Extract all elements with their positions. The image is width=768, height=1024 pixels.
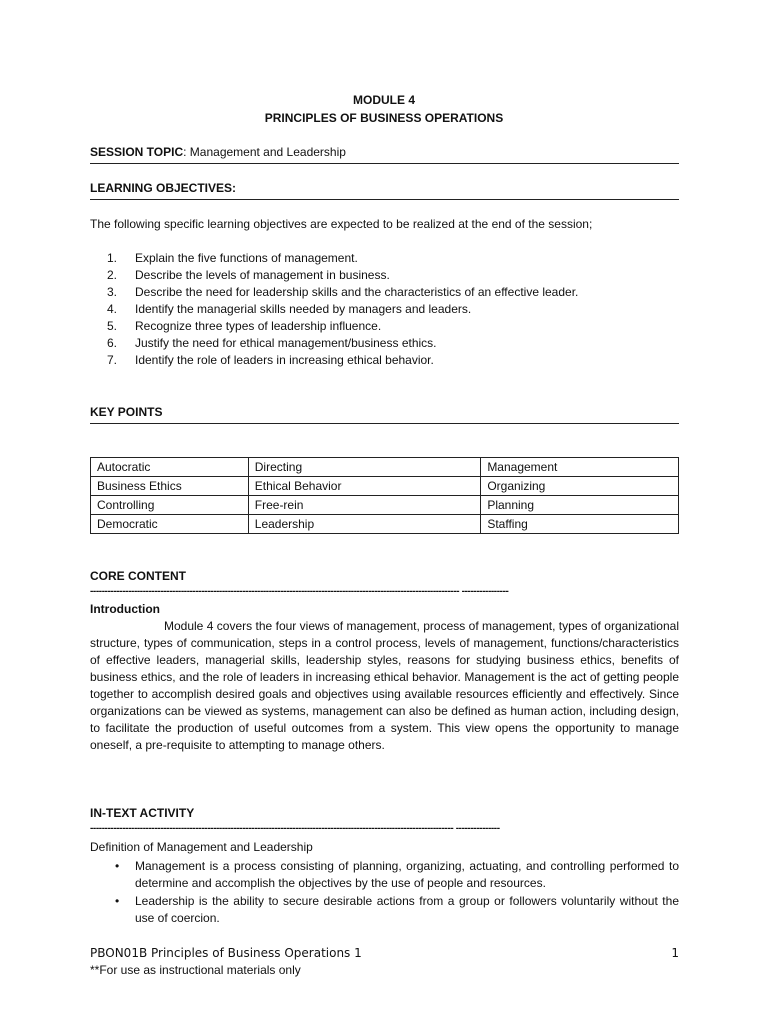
objective-item <box>107 336 687 350</box>
core-content-heading: CORE CONTENT <box>90 569 186 583</box>
objective-number: 1. <box>107 251 118 265</box>
divider-rule <box>90 163 679 164</box>
objective-text: Justify the need for ethical management/business ethics. <box>135 336 437 350</box>
bullet-text: Management is a process consisting of planning, organizing, actuating, and controlling performed to determine and accomplish the objectives by the use of people and resources. <box>135 859 679 890</box>
in-text-activity-heading: IN-TEXT ACTIVITY <box>90 806 195 820</box>
objective-number: 6. <box>107 336 118 350</box>
bullet-text: Leadership is the ability to secure desirable actions from a group or followers voluntarily without the use of coercion. <box>135 894 679 925</box>
divider-rule <box>90 423 679 424</box>
learning-objectives-heading: LEARNING OBJECTIVES: <box>90 181 237 195</box>
bullet-icon: • <box>115 859 120 873</box>
table-row <box>91 458 679 477</box>
table-cell: Business Ethics <box>91 477 249 496</box>
table-cell: Democratic <box>91 515 249 534</box>
table-cell: Management <box>481 458 679 477</box>
table-cell: Free-rein <box>248 496 481 515</box>
objective-number: 3. <box>107 285 118 299</box>
table-cell: Controlling <box>91 496 249 515</box>
objectives-intro: The following specific learning objectives are expected to be realized at the end of the session; <box>90 217 593 231</box>
list-item <box>115 893 679 927</box>
objective-text: Recognize three types of leadership influence. <box>135 319 382 333</box>
table-cell: Organizing <box>481 477 679 496</box>
bullet-icon: • <box>115 894 120 908</box>
session-topic <box>90 145 346 159</box>
objective-number: 5. <box>107 319 118 333</box>
list-item <box>115 858 679 892</box>
objective-item <box>107 251 687 265</box>
table-row <box>91 477 679 496</box>
table-cell: Staffing <box>481 515 679 534</box>
objective-text: Identify the managerial skills needed by managers and leaders. <box>135 302 472 316</box>
objective-item <box>107 268 687 282</box>
table-cell: Leadership <box>248 515 481 534</box>
table-cell: Autocratic <box>91 458 249 477</box>
objective-text: Identify the role of leaders in increasing ethical behavior. <box>135 353 434 367</box>
objective-number: 4. <box>107 302 118 316</box>
table-cell: Ethical Behavior <box>248 477 481 496</box>
key-points-table <box>90 457 679 534</box>
table-cell: Planning <box>481 496 679 515</box>
session-topic-label: SESSION TOPIC <box>90 145 184 159</box>
footer-note: **For use as instructional materials only <box>90 963 301 977</box>
objective-text: Describe the need for leadership skills and the characteristics of an effective leader. <box>135 285 579 299</box>
dashed-divider: ---------------------------------------------------------------------------------------------------------------------------- --------------- <box>90 824 500 834</box>
objective-text: Describe the levels of management in business. <box>135 268 390 282</box>
introduction-paragraph: Module 4 covers the four views of management, process of management, types of organizational structure, types of communication, steps in a control process, levels of management, functions/characteristics of effective leaders, managerial skills, leadership styles, reasons for studying business ethics, benefits of business ethics, and the role of leaders in increasing ethical behavior. Management is the act of getting people together to accomplish desired goals and objectives using available resources efficiently and effectively. Since organizations can be viewed as systems, management can also be defined as human action, including design, to facilitate the production of useful outcomes from a system. This view opens the opportunity to manage oneself, a pre-requisite to attempting to manage others. <box>90 619 679 752</box>
key-points-heading: KEY POINTS <box>90 405 163 419</box>
objective-item <box>107 285 687 299</box>
introduction-heading: Introduction <box>90 602 160 616</box>
objective-text: Explain the five functions of management. <box>135 251 358 265</box>
session-topic-value: : Management and Leadership <box>183 145 346 159</box>
course-title: PRINCIPLES OF BUSINESS OPERATIONS <box>264 111 504 125</box>
objective-item <box>107 302 687 316</box>
dashed-divider: ------------------------------------------------------------------------------------------------------------------------------ ---------------- <box>90 587 509 597</box>
objective-number: 2. <box>107 268 118 282</box>
footer-course-line: PBON01B Principles of Business Operations 1 <box>90 946 362 960</box>
objective-number: 7. <box>107 353 118 367</box>
page-number: 1 <box>671 946 679 960</box>
table-row <box>91 496 679 515</box>
objective-item <box>107 319 687 333</box>
definition-title: Definition of Management and Leadership <box>90 840 313 854</box>
objective-item <box>107 353 687 367</box>
table-row <box>91 515 679 534</box>
module-number: MODULE 4 <box>352 93 415 107</box>
divider-rule <box>90 199 679 200</box>
table-cell: Directing <box>248 458 481 477</box>
